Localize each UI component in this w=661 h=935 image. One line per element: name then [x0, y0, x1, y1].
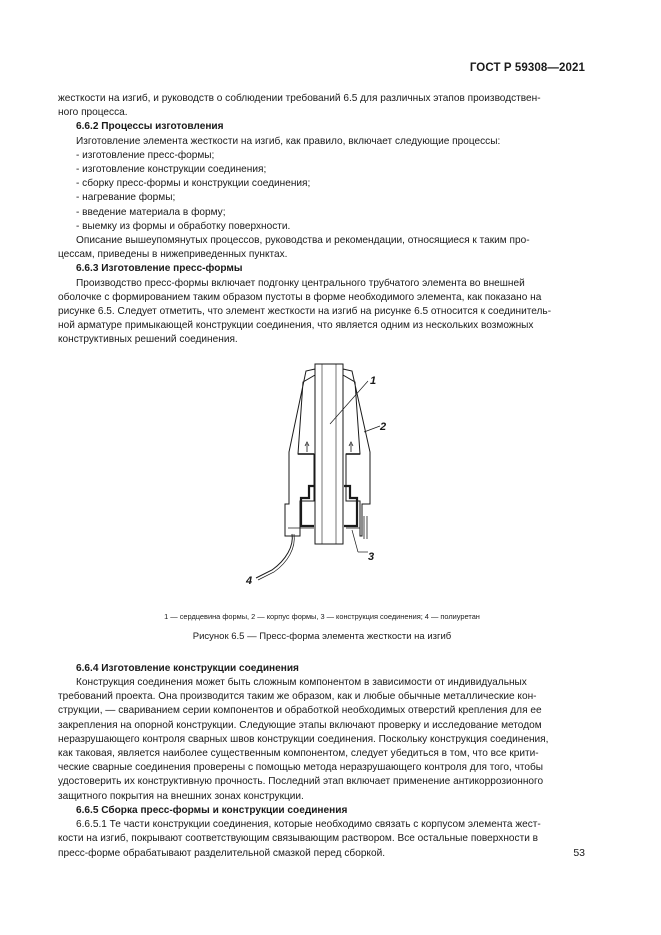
- document-id: ГОСТ Р 59308—2021: [469, 62, 585, 74]
- paragraph-line: Конструкция соединения может быть сложным компонентом в зависимости от индивидуальных: [76, 677, 527, 689]
- paragraph-line: оболочке с формированием таким образом пустоты в форме необходимого элемента, как показано на: [58, 291, 542, 303]
- paragraph-line: Производство пресс-формы включает подгонку центрального трубчатого элемента во внешней: [76, 277, 525, 289]
- heading-6-6-2: 6.6.2 Процессы изготовления: [76, 121, 224, 133]
- figure-caption: Рисунок 6.5 — Пресс-форма элемента жесткости на изгиб: [192, 630, 452, 642]
- paragraph-line: ного процесса.: [58, 107, 128, 119]
- paragraph-line: Описание вышеупомянутых процессов, руководства и рекомендации, относящиеся к таким про-: [76, 235, 530, 247]
- list-item: - выемку из формы и обработку поверхности.: [76, 220, 291, 232]
- paragraph-line: ческие сварные соединения проверены с помощью метода неразрушающего контроля для того, чтобы: [58, 762, 544, 774]
- paragraph-line: требований проекта. Она производится таким же образом, как и любые обычные металлические кон-: [58, 691, 537, 703]
- paragraph-line: ной арматуре примыкающей конструкции соединения, что является одним из нескольких возможных: [58, 320, 534, 332]
- paragraph-line: рисунке 6.5. Следует отметить, что элемент жесткости на изгиб на рисунке 6.5 относится к соединитель-: [58, 306, 552, 318]
- callout-4: 4: [246, 574, 253, 587]
- heading-6-6-3: 6.6.3 Изготовление пресс-формы: [76, 263, 243, 275]
- figure-legend: 1 — сердцевина формы, 2 — корпус формы, 3 — конструкция соединения; 4 — полиуретан: [164, 611, 480, 621]
- paragraph-line: конструктивных решений соединения.: [58, 334, 238, 346]
- list-item: - введение материала в форму;: [76, 206, 226, 218]
- connection-structure-left: [301, 486, 314, 526]
- press-mold-drawing: [58, 356, 586, 606]
- heading-6-6-5: 6.6.5 Сборка пресс-формы и конструкции соединения: [76, 804, 348, 816]
- paragraph-line: закрепления на опорной конструкции. Следующие этапы включают проверку и исследование методом: [58, 719, 542, 731]
- paragraph-line: цессам, приведены в нижеприведенных пунктах.: [58, 249, 288, 261]
- figure-press-mold: [58, 356, 586, 606]
- paragraph-line: удостоверить их конструктивную прочность. Последний этап включает применение антикоррозионного: [58, 776, 544, 788]
- mold-core: [315, 364, 343, 544]
- paragraph-line: струкции, — свариванием серии компонентов и обработкой необходимых отверстий крепления для ее: [58, 705, 542, 717]
- callout-2: 2: [380, 420, 387, 433]
- paragraph-intro: Изготовление элемента жесткости на изгиб, как правило, включает следующие процессы:: [76, 135, 501, 147]
- list-item: - изготовление конструкции соединения;: [76, 164, 267, 176]
- list-item: - изготовление пресс-формы;: [76, 149, 215, 161]
- paragraph-line: пресс-форме обрабатывают разделительной смазкой перед сборкой.: [58, 847, 386, 859]
- callout-3: 3: [368, 550, 375, 563]
- list-item: - сборку пресс-формы и конструкции соединения;: [76, 178, 311, 190]
- list-item: - нагревание формы;: [76, 192, 176, 204]
- page-number: 53: [573, 847, 585, 859]
- paragraph-line: защитного покрытия на внешних зонах конструкции.: [58, 790, 304, 802]
- paragraph-line: кости на изгиб, покрывают соответствующим связывающим раствором. Все остальные поверхности в: [58, 833, 538, 845]
- paragraph-line: 6.6.5.1 Те части конструкции соединения, которые необходимо связать с корпусом элемента жест-: [76, 819, 541, 831]
- polyurethane-hose: [256, 534, 292, 578]
- paragraph-line: неразрушающего контроля сварных швов конструкции соединения. Поскольку конструкция соединения,: [58, 733, 549, 745]
- callout-1: 1: [370, 374, 377, 387]
- paragraph-line: как таковая, является наиболее существенным компонентом, следует убедиться в том, что все крити-: [58, 748, 539, 760]
- page-content: [58, 92, 586, 861]
- heading-6-6-4: 6.6.4 Изготовление конструкции соединения: [76, 662, 299, 674]
- paragraph-line: жесткости на изгиб, и руководств о соблюдении требований 6.5 для различных этапов производствен-: [58, 93, 541, 104]
